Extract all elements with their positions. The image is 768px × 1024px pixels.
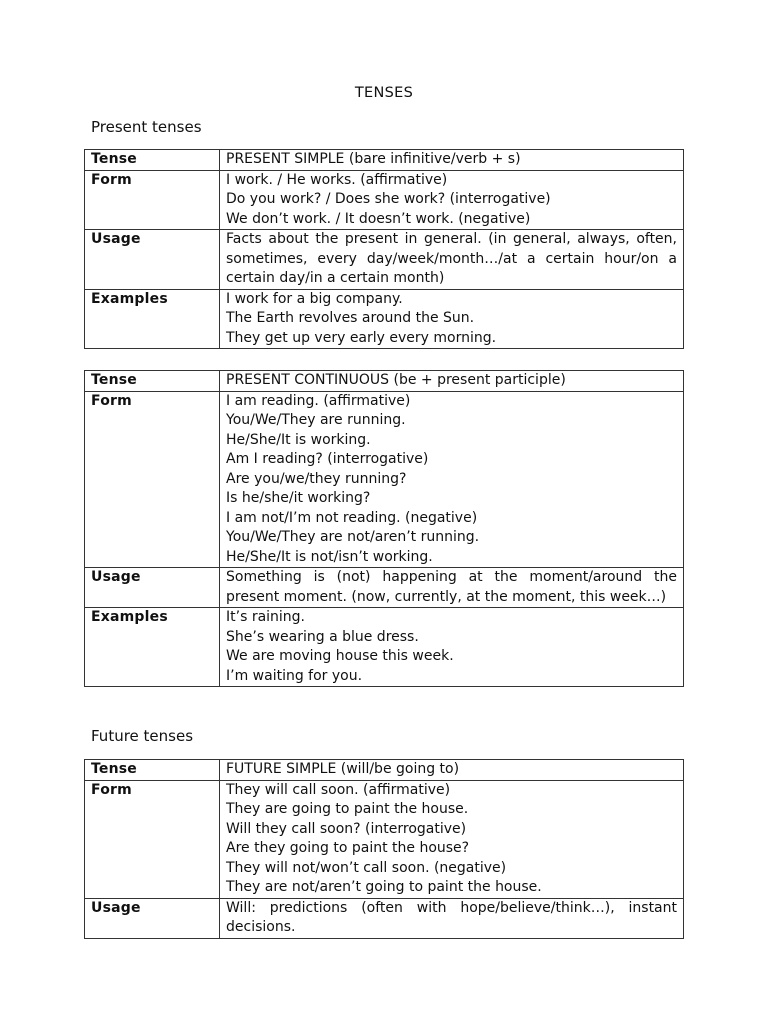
form-line: They will not/won’t call soon. (negative) <box>226 859 507 876</box>
form-cell <box>220 780 684 898</box>
tense-name: FUTURE SIMPLE (will/be going to) <box>220 760 684 781</box>
form-line: Am I reading? (interrogative) <box>226 451 429 467</box>
table-row <box>85 568 684 608</box>
table-row <box>85 898 684 938</box>
example-line: We are moving house this week. <box>226 648 454 664</box>
form-line: He/She/It is working. <box>226 431 371 448</box>
table-row <box>85 391 684 568</box>
form-line: I am reading. (affirmative) <box>226 392 411 409</box>
form-line: Will they call soon? (interrogative) <box>226 820 467 837</box>
examples-label: Examples <box>85 608 220 687</box>
form-line: They are not/aren’t going to paint the house. <box>226 879 542 895</box>
form-label: Form <box>85 780 220 898</box>
tense-table-future-simple <box>84 759 684 939</box>
table-row <box>85 371 684 392</box>
form-line: They will call soon. (affirmative) <box>226 781 451 798</box>
form-cell <box>220 391 684 568</box>
form-line: I work. / He works. (affirmative) <box>226 171 448 188</box>
form-label: Form <box>85 170 220 230</box>
tense-name: PRESENT CONTINUOUS (be + present participle) <box>220 371 684 392</box>
section-heading-present: Present tenses <box>91 118 202 136</box>
examples-cell <box>220 289 684 349</box>
tense-label: Tense <box>85 371 220 392</box>
example-line: They get up very early every morning. <box>226 329 497 346</box>
section-heading-future: Future tenses <box>91 727 194 745</box>
page-title: TENSES <box>354 85 414 101</box>
form-cell <box>220 170 684 230</box>
example-line: She’s wearing a blue dress. <box>226 628 419 645</box>
form-line: They are going to paint the house. <box>226 801 469 817</box>
table-row <box>85 230 684 290</box>
form-line: You/We/They are running. <box>226 412 406 428</box>
form-line: I am not/I’m not reading. (negative) <box>226 509 478 526</box>
example-line: The Earth revolves around the Sun. <box>226 310 475 326</box>
usage-text: Will: predictions (often with hope/believe/think…), instant decisions. <box>220 898 684 938</box>
tense-table-present-simple <box>84 149 684 349</box>
tense-label: Tense <box>85 760 220 781</box>
form-line: He/She/It is not/isn’t working. <box>226 548 433 565</box>
examples-label: Examples <box>85 289 220 349</box>
usage-text: Something is (not) happening at the moment/around the present moment. (now, currently, at the moment, this week…) <box>220 568 684 608</box>
usage-text: Facts about the present in general. (in general, always, often, sometimes, every day/week/month…/at a certain hour/on a certain day/in a certain month) <box>220 230 684 290</box>
form-label: Form <box>85 391 220 568</box>
table-row <box>85 608 684 687</box>
example-line: I work for a big company. <box>226 290 403 307</box>
form-line: Is he/she/it working? <box>226 490 371 506</box>
usage-label: Usage <box>85 230 220 290</box>
usage-label: Usage <box>85 568 220 608</box>
tense-table-present-continuous <box>84 370 684 687</box>
table-row <box>85 289 684 349</box>
table-row <box>85 170 684 230</box>
examples-cell <box>220 608 684 687</box>
form-line: Are you/we/they running? <box>226 470 407 487</box>
table-row <box>85 150 684 171</box>
example-line: It’s raining. <box>226 609 306 625</box>
form-line: You/We/They are not/aren’t running. <box>226 529 480 545</box>
table-row <box>85 760 684 781</box>
tense-name: PRESENT SIMPLE (bare infinitive/verb + s) <box>220 150 684 171</box>
example-line: I’m waiting for you. <box>226 667 363 684</box>
form-line: Are they going to paint the house? <box>226 840 470 856</box>
usage-label: Usage <box>85 898 220 938</box>
tense-label: Tense <box>85 150 220 171</box>
form-line: We don’t work. / It doesn’t work. (negative) <box>226 210 531 227</box>
table-row <box>85 780 684 898</box>
form-line: Do you work? / Does she work? (interrogative) <box>226 191 551 207</box>
